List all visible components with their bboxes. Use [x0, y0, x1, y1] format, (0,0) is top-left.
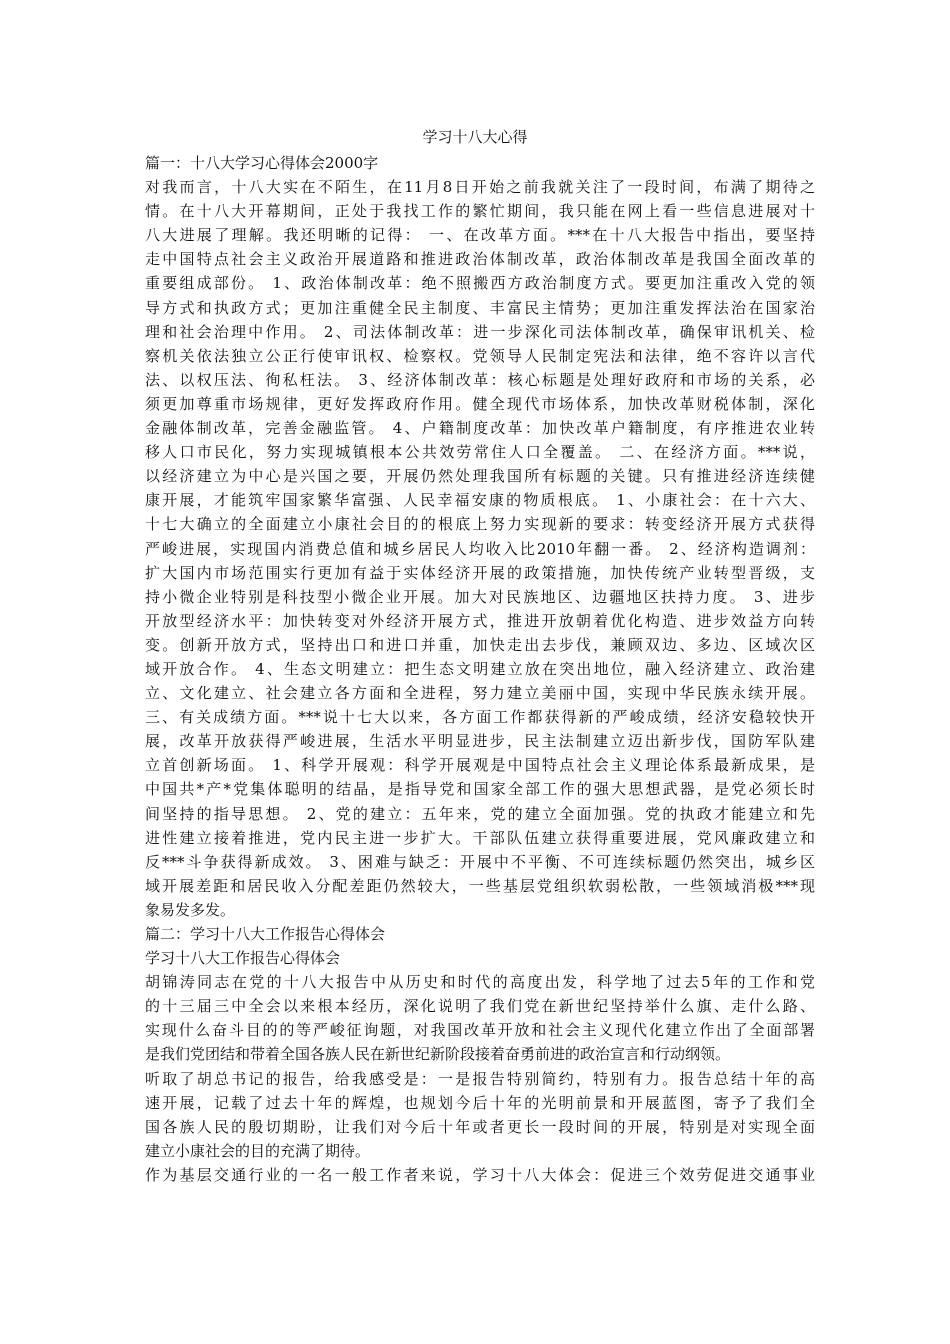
body-line: 国各族人民的殷切期盼，让我们对今后十年或者更长一段时间的开展，特别是对实现全面 — [145, 1117, 815, 1136]
body-line: 开放型经济水平：加快转变对外经济开展方式，推进开放朝着优化构造、进步效益方向转 — [145, 611, 815, 630]
body-line: 情。在十八大开幕期间，正处于我找工作的繁忙期间，我只能在网上看一些信息进展对十 — [145, 202, 815, 221]
body-line: 建立小康社会的目的充满了期待。 — [145, 1141, 371, 1160]
body-line: 八大进展了理解。我还明晰的记得： 一、在改革方面。***在十八大报告中指出，要坚持 — [145, 226, 815, 245]
body-line: 三、有关成绩方面。***说十七大以来，各方面工作都获得新的严峻成绩，经济安稳较快开 — [145, 708, 815, 727]
body-line: 速开展，记载了过去十年的辉煌，也规划今后十年的光明前景和开展蓝图，寄予了我们全 — [145, 1093, 815, 1112]
body-line: 篇二：学习十八大工作报告心得体会 — [145, 925, 386, 943]
body-line: 导方式和执政方式；更加注重健全民主制度、丰富民主情势；更加注重发挥法治在国家治 — [145, 298, 815, 317]
body-line: 立、文化建立、社会建立各方面和全进程，努力建立美丽中国，实现中华民族永续开展。 — [145, 684, 815, 703]
body-line: 以经济建立为中心是兴国之要，开展仍然处理我国所有标题的关键。只有推进经济连续健 — [145, 467, 815, 486]
body-line: 重要组成部份。 1、政治体制改革：绝不照搬西方政治制度方式。要更加注重改入党的领 — [145, 274, 815, 293]
body-line: 对我而言，十八大实在不陌生，在11月8日开始之前我就关注了一段时间，布满了期待之 — [145, 178, 815, 197]
body-line: 十七大确立的全面建立小康社会目的的根底上努力实现新的要求：转变经济开展方式获得 — [145, 515, 815, 534]
body-line: 实现什么奋斗目的的等严峻征询题，对我国改革开放和社会主义现代化建立作出了全面部署 — [145, 1021, 815, 1040]
body-line: 展，改革开放获得严峻进展，生活水平明显进步，民主法制建立迈出新步伐，国防军队建 — [145, 732, 815, 751]
body-line: 康开展，才能筑牢国家繁华富强、人民幸福安康的物质根底。 1、小康社会：在十六大、 — [145, 491, 815, 510]
body-line: 立首创新场面。 1、科学开展观：科学开展观是中国特点社会主义理论体系最新成果，是 — [145, 756, 815, 775]
body-line: 的十三届三中全会以来根本经历，深化说明了我们党在新世纪坚持举什么旗、走什么路、 — [145, 997, 815, 1016]
body-line: 域开展差距和居民收入分配差距仍然较大，一些基层党组织软弱松散，一些领域消极***现 — [145, 876, 815, 895]
body-line: 法、以权压法、徇私枉法。 3、经济体制改革：核心标题是处理好政府和市场的关系，必 — [145, 370, 815, 389]
body-line: 反***斗争获得新成效。 3、困难与缺乏：开展中不平衡、不可连续标题仍然突出，城乡区 — [145, 852, 815, 871]
body-line: 察机关依法独立公正行使审讯权、检察权。党领导人民制定宪法和法律，绝不容许以言代 — [145, 346, 815, 365]
body-line: 胡锦涛同志在党的十八大报告中从历史和时代的高度出发，科学地了过去5年的工作和党 — [145, 973, 815, 992]
body-line: 理和社会治理中作用。 2、司法体制改革：进一步深化司法体制改革，确保审讯机关、检 — [145, 322, 815, 341]
document-body — [145, 151, 815, 1187]
body-line: 域开放合作。 4、生态文明建立：把生态文明建立放在突出地位，融入经济建立、政治建 — [145, 659, 815, 678]
body-line: 篇一：十八大学习心得体会2000字 — [145, 154, 379, 172]
body-line: 变。创新开放方式，坚持出口和进口并重，加快走出去步伐，兼顾双边、多边、区域次区 — [145, 635, 815, 654]
body-line: 走中国特点社会主义政治开展道路和推进政治体制改革，政治体制改革是我国全面改革的 — [145, 250, 815, 269]
body-line: 进性建立接着推进，党内民主进一步扩大。干部队伍建立获得重要进展，党风廉政建立和 — [145, 828, 815, 847]
body-line: 持小微企业特别是科技型小微企业开展。加大对民族地区、边疆地区扶持力度。 3、进步 — [145, 587, 815, 606]
body-line: 是我们党团结和带着全国各族人民在新世纪新阶段接着奋勇前进的政治宣言和行动纲领。 — [145, 1045, 731, 1064]
body-line: 金融体制改革，完善金融监管。 4、户籍制度改革：加快改革户籍制度，有序推进农业转 — [145, 419, 815, 438]
body-line: 严峻进展，实现国内消费总值和城乡居民人均收入比2010年翻一番。 2、经济构造调剂： — [145, 539, 815, 558]
body-line: 象易发多发。 — [145, 900, 236, 919]
body-line: 听取了胡总书记的报告，给我感受是：一是报告特别简约，特别有力。报告总结十年的高 — [145, 1069, 815, 1088]
body-line: 间坚持的指导思想。 2、党的建立：五年来，党的建立全面加强。党的执政才能建立和先 — [145, 804, 815, 823]
body-line: 扩大国内市场范围实行更加有益于实体经济开展的政策措施，加快传统产业转型晋级，支 — [145, 563, 815, 582]
document-title: 学习十八大心得 — [422, 128, 528, 146]
body-line: 移人口市民化，努力实现城镇根本公共效劳常住人口全覆盖。 二、在经济方面。***说， — [145, 443, 815, 462]
body-line: 须更加尊重市场规律，更好发挥政府作用。健全现代市场体系，加快改革财税体制，深化 — [145, 394, 815, 413]
body-line: 学习十八大工作报告心得体会 — [145, 949, 341, 968]
body-line: 作为基层交通行业的一名一般工作者来说，学习十八大体会：促进三个效劳促进交通事业 — [145, 1165, 815, 1184]
body-line: 中国共*产*党集体聪明的结晶，是指导党和国家全部工作的强大思想武器，是党必须长时 — [145, 780, 815, 799]
